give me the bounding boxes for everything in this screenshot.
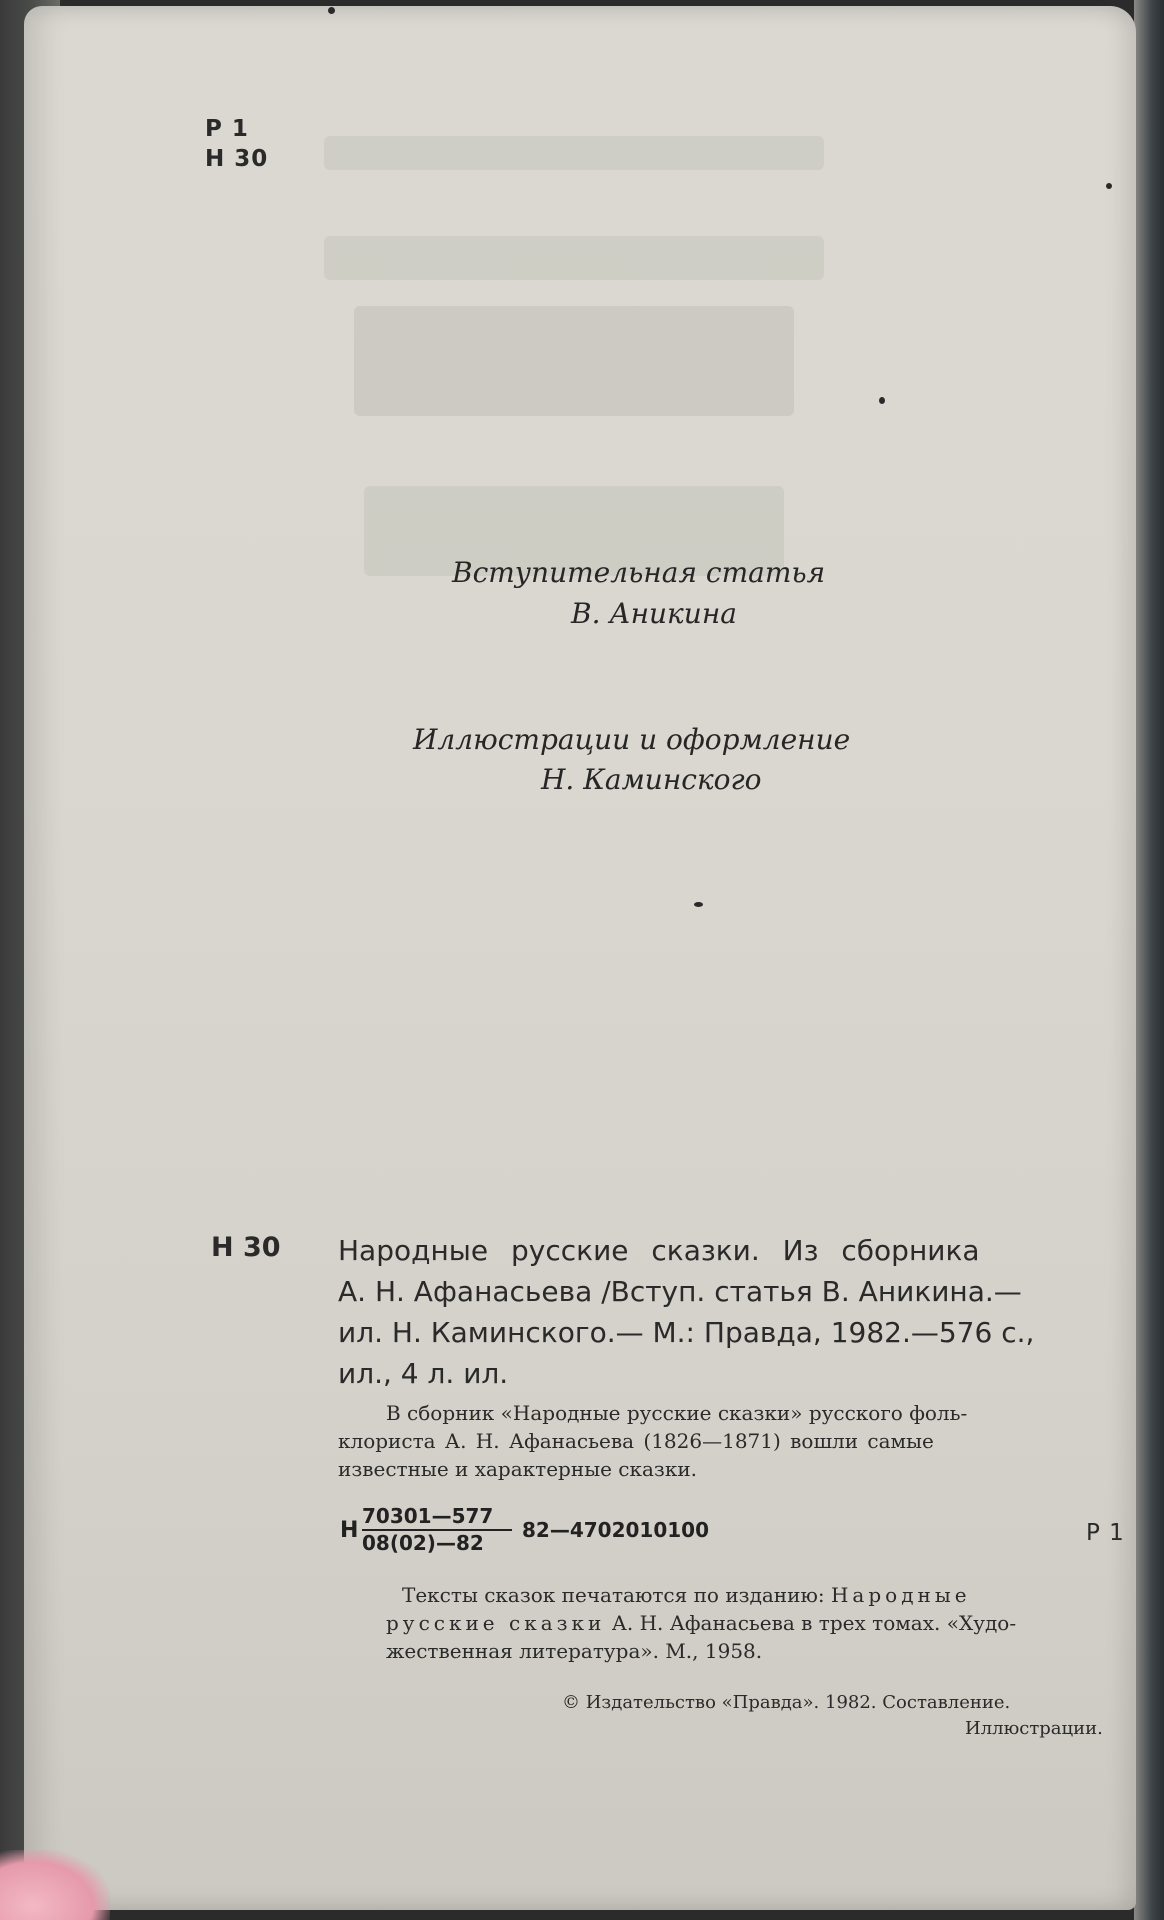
bib-line: Народные русские сказки. Из сборника (338, 1234, 980, 1267)
formula-prefix: Н (340, 1518, 359, 1543)
finger-corner (0, 1850, 110, 1920)
paper-speck (328, 7, 335, 14)
formula-numerator: 70301—577 (362, 1504, 494, 1528)
illustrations-author: Н. Каминского (541, 763, 762, 796)
source-note-line (402, 1583, 971, 1607)
book-cover-right-edge (1134, 0, 1164, 1920)
copyright-line: Иллюстрации. (965, 1718, 1103, 1739)
show-through-text (324, 236, 824, 280)
intro-label: Вступительная статья (452, 556, 826, 589)
annotation-line: известные и характерные сказки. (338, 1457, 698, 1481)
classification-line-2: Н 30 (205, 146, 269, 172)
formula-right-code: Р 1 (1086, 1520, 1125, 1546)
show-through-text (354, 306, 794, 416)
source-note-text: Тексты сказок печатаются по изданию: (402, 1583, 831, 1607)
annotation-line: клориста А. Н. Афанасьева (1826—1871) вошли самые (338, 1429, 934, 1453)
source-note-text: А. Н. Афанасьева в трех томах. «Худо- (605, 1611, 1017, 1635)
paper-speck (879, 397, 885, 404)
show-through-text (324, 136, 824, 170)
catalog-code: Н 30 (211, 1232, 281, 1263)
intro-author: В. Аникина (571, 597, 737, 630)
bib-line: ил., 4 л. ил. (338, 1357, 509, 1390)
paper-speck (1106, 183, 1112, 189)
copyright-line: © Издательство «Правда». 1982. Составление. (562, 1692, 1011, 1713)
source-note-line (386, 1611, 1016, 1635)
bib-line: А. Н. Афанасьева /Вступ. статья В. Аникина.— (338, 1275, 1022, 1308)
annotation-line: В сборник «Народные русские сказки» русского фоль- (386, 1401, 968, 1425)
classification-code-top (205, 114, 268, 174)
formula-denominator: 08(02)—82 (362, 1531, 484, 1555)
illustrations-label: Иллюстрации и оформление (413, 723, 851, 756)
classification-line-1: Р 1 (205, 116, 249, 142)
paper-speck (694, 902, 703, 907)
formula-suffix: 82—4702010100 (522, 1518, 709, 1542)
source-note-title: Народные (830, 1583, 971, 1607)
source-note-title: русские сказки (386, 1611, 606, 1635)
bib-line: ил. Н. Каминского.— М.: Правда, 1982.—576 с., (338, 1316, 1035, 1349)
source-note-line: жественная литература». М., 1958. (386, 1639, 763, 1663)
